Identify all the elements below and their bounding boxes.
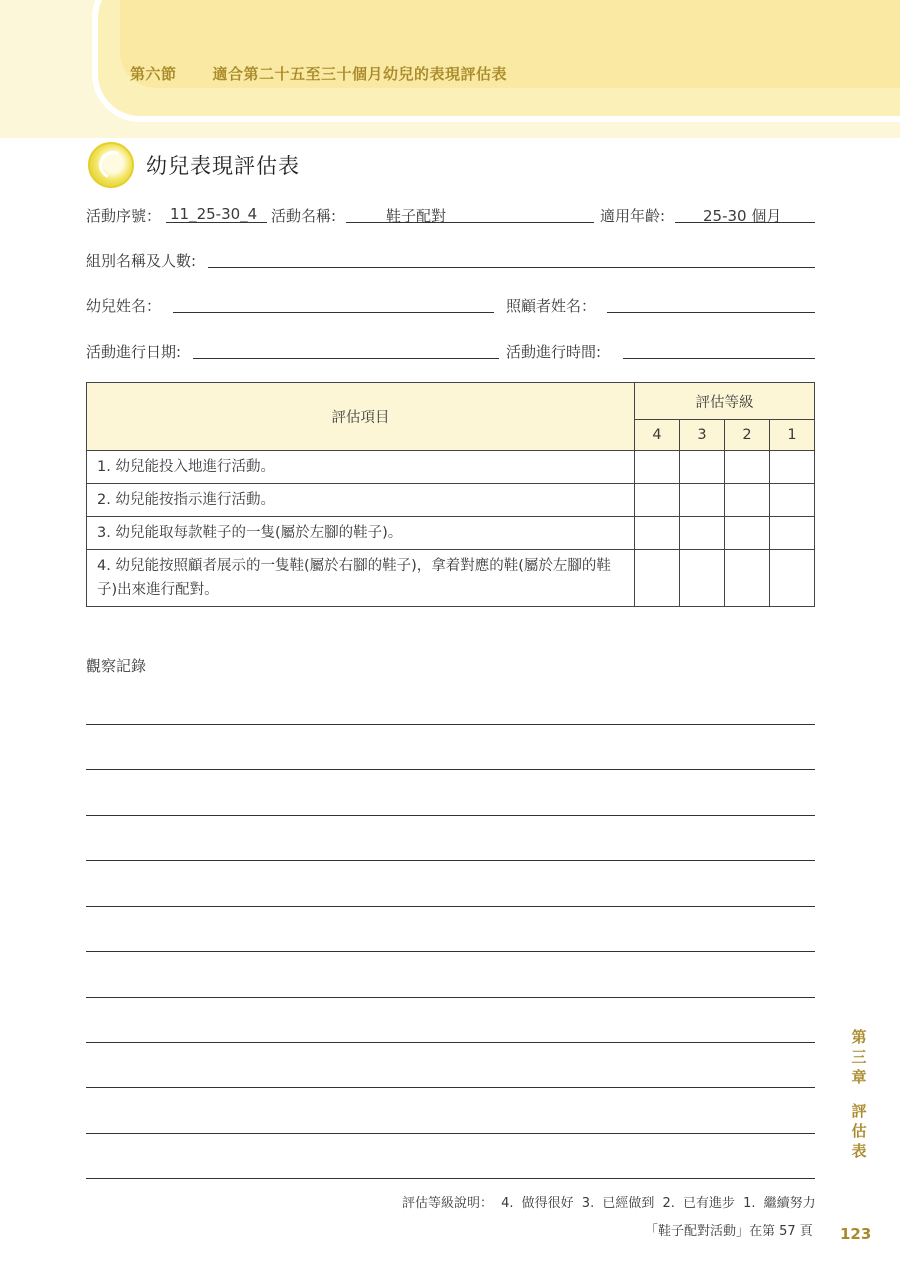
observation-line[interactable] [86, 815, 815, 816]
activity-name-label: 活動名稱: [271, 207, 337, 225]
section-title: 適合第二十五至三十個月幼兒的表現評估表 [212, 65, 508, 83]
grade-cell[interactable] [680, 451, 725, 484]
page-title: 幼兒表現評估表 [146, 154, 300, 178]
section-heading [130, 63, 507, 84]
chapter-name-char: 表 [851, 1142, 867, 1160]
child-name-label: 幼兒姓名： [86, 297, 162, 315]
grade-cell[interactable] [635, 517, 680, 550]
activity-name-field[interactable] [346, 222, 594, 223]
observation-line[interactable] [86, 997, 815, 998]
grade-1-header: 1 [770, 420, 815, 451]
time-field[interactable] [623, 358, 815, 359]
activity-no-label: 活動序號： [86, 207, 162, 225]
item-text: 2. 幼兒能按指示進行活動。 [87, 484, 635, 517]
grade-cell[interactable] [725, 451, 770, 484]
observation-line[interactable] [86, 1178, 815, 1179]
chapter-side-tab [849, 1027, 869, 1161]
grade-cell[interactable] [680, 550, 725, 607]
item-text: 1. 幼兒能投入地進行活動。 [87, 451, 635, 484]
carer-name-label: 照顧者姓名： [506, 297, 597, 315]
observation-line[interactable] [86, 951, 815, 952]
chapter-char: 三 [851, 1048, 867, 1066]
grade-cell[interactable] [725, 517, 770, 550]
table-row [87, 484, 815, 517]
chapter-char: 章 [851, 1068, 867, 1086]
grade-cell[interactable] [770, 484, 815, 517]
child-name-field[interactable] [173, 312, 494, 313]
group-field[interactable] [208, 267, 815, 268]
item-header: 評估項目 [87, 383, 635, 451]
grade-cell[interactable] [680, 517, 725, 550]
observation-line[interactable] [86, 860, 815, 861]
observation-label: 觀察記錄 [86, 657, 147, 675]
grade-3-header: 3 [680, 420, 725, 451]
activity-no-value: 11_25-30_4 [170, 205, 258, 223]
grade-header: 評估等級 [635, 383, 815, 420]
table-row [87, 451, 815, 484]
observation-line[interactable] [86, 1042, 815, 1043]
grade-cell[interactable] [770, 517, 815, 550]
group-label: 組別名稱及人數: [86, 252, 197, 270]
chapter-name-char: 評 [851, 1102, 867, 1120]
grade-cell[interactable] [635, 550, 680, 607]
bullet-circle-icon [88, 142, 134, 188]
carer-name-field[interactable] [607, 312, 815, 313]
table-row [87, 550, 815, 607]
chapter-name-char: 估 [851, 1122, 867, 1140]
date-field[interactable] [193, 358, 499, 359]
age-label: 適用年齡: [600, 207, 666, 225]
grade-cell[interactable] [725, 484, 770, 517]
item-text: 3. 幼兒能取每款鞋子的一隻(屬於左腳的鞋子)。 [87, 517, 635, 550]
observation-line[interactable] [86, 724, 815, 725]
date-label: 活動進行日期: [86, 343, 182, 361]
chapter-char: 第 [851, 1028, 867, 1046]
observation-line[interactable] [86, 906, 815, 907]
observation-line[interactable] [86, 1133, 815, 1134]
grade-4-header: 4 [635, 420, 680, 451]
grade-cell[interactable] [725, 550, 770, 607]
grade-cell[interactable] [635, 484, 680, 517]
page-number: 123 [840, 1225, 872, 1243]
evaluation-table [86, 382, 815, 607]
activity-reference: 「鞋子配對活動」在第 57 頁 [645, 1224, 813, 1239]
grade-cell[interactable] [680, 484, 725, 517]
table-row [87, 517, 815, 550]
header-band [0, 0, 900, 138]
time-label: 活動進行時間: [506, 343, 602, 361]
grade-cell[interactable] [770, 550, 815, 607]
item-text: 4. 幼兒能按照顧者展示的一隻鞋(屬於右腳的鞋子)，拿着對應的鞋(屬於左腳的鞋子)出來進行配對。 [87, 550, 635, 607]
grade-cell[interactable] [770, 451, 815, 484]
grade-legend: 評估等級說明： 4. 做得很好 3. 已經做到 2. 已有進步 1. 繼續努力 [402, 1196, 816, 1211]
grade-2-header: 2 [725, 420, 770, 451]
grade-cell[interactable] [635, 451, 680, 484]
observation-line[interactable] [86, 1087, 815, 1088]
observation-line[interactable] [86, 769, 815, 770]
section-number: 第六節 [130, 65, 177, 83]
age-value: 25-30 個月 [703, 207, 782, 225]
activity-name-value: 鞋子配對 [386, 207, 447, 225]
